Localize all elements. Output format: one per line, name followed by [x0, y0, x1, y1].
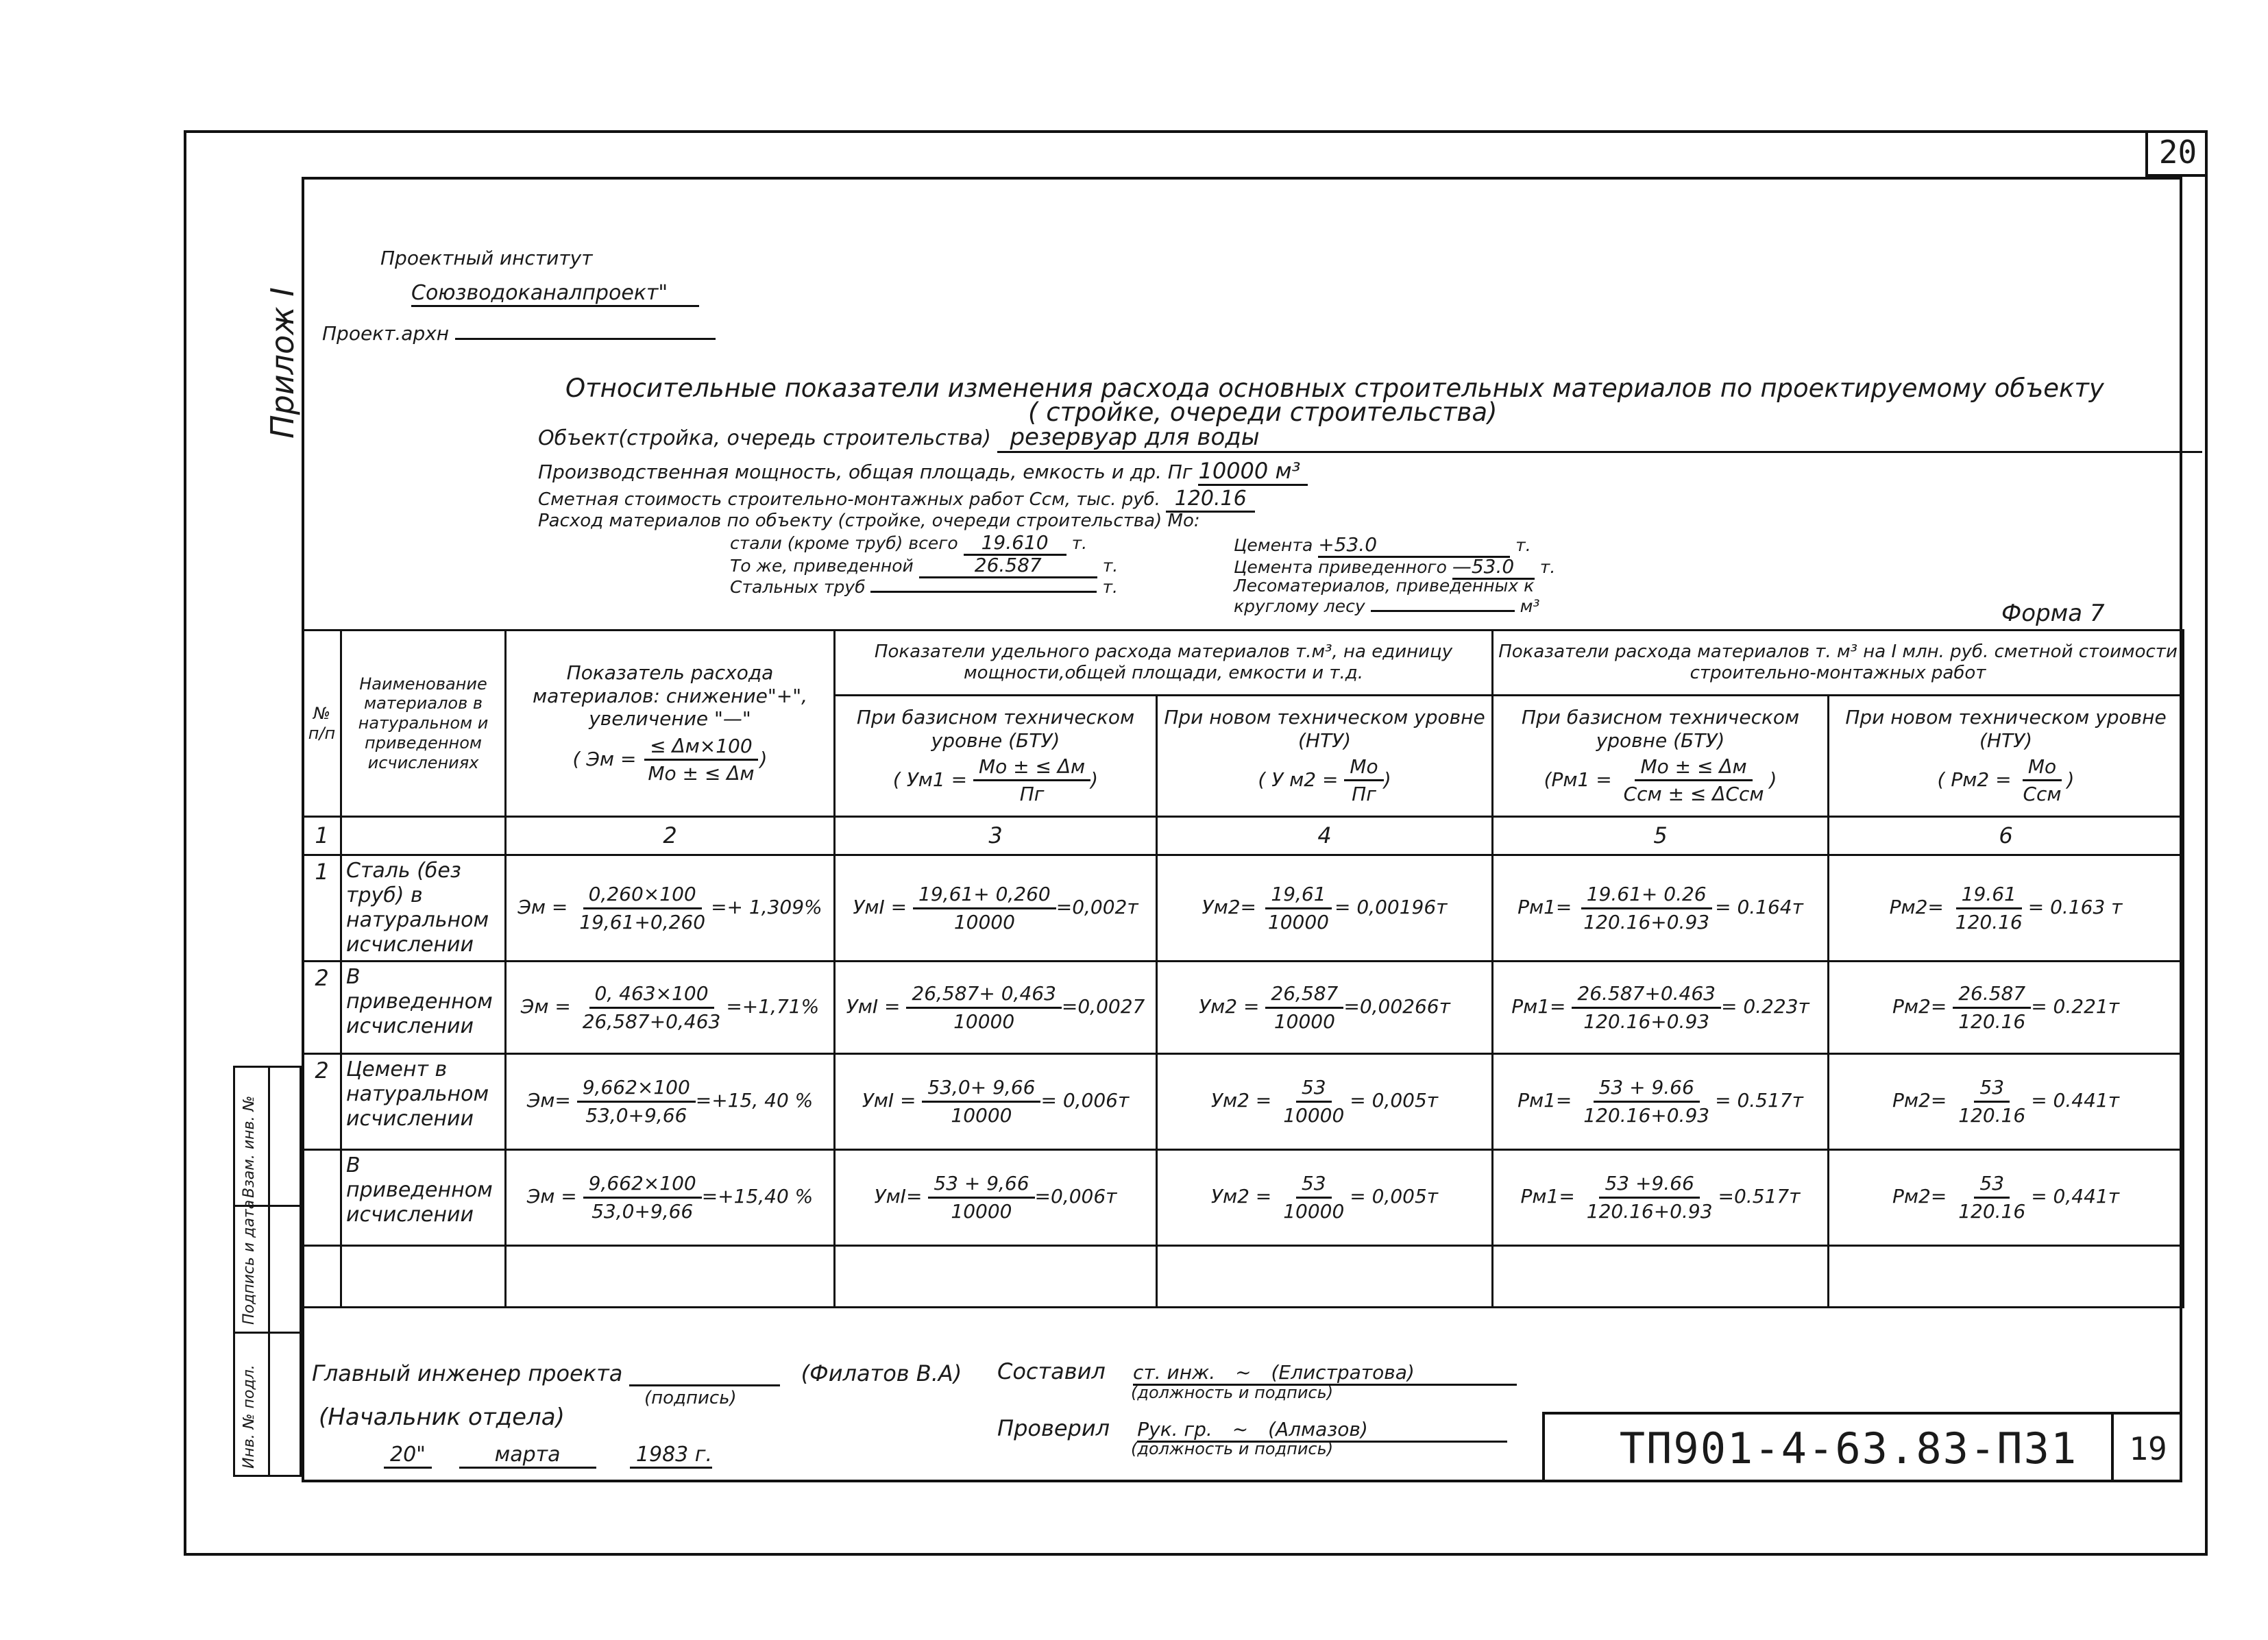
formula-lhs: Ум2 =	[1210, 1185, 1272, 1208]
formula-result: = 0.223т	[1720, 995, 1809, 1018]
formula-fraction	[577, 982, 727, 1033]
formula-denominator: 120.16	[1958, 1104, 2026, 1127]
empty-cell	[835, 1246, 1157, 1308]
institute-label: Проектный институт	[380, 247, 593, 269]
formula-lhs: Ум2 =	[1199, 995, 1260, 1018]
formula-numerator: 26,587+ 0,463	[906, 982, 1062, 1009]
cost-value: 120.16	[1166, 487, 1255, 513]
colnum-3: 3	[835, 817, 1157, 855]
compiled-label: Составил	[997, 1358, 1106, 1384]
formula-result: =0,0027	[1061, 995, 1145, 1018]
header-col4-formula-l: ( У м2 =	[1258, 768, 1339, 791]
dept-label: (Начальник отдела)	[319, 1404, 565, 1431]
formula-numerator: 9,662×100	[577, 1076, 696, 1103]
formula-denominator: 120.16	[1958, 1009, 2026, 1033]
formula-lhs: УмI =	[846, 995, 901, 1018]
formula-cell-c4	[1157, 962, 1493, 1054]
side-stamp	[233, 1066, 302, 1477]
header-name: Наименование материалов в натуральном и приведенном исчислениях	[341, 631, 506, 817]
formula-lhs: Рм1=	[1517, 896, 1572, 918]
formula-result: = 0.517т	[1715, 1089, 1803, 1112]
date-day: 20"	[384, 1443, 432, 1469]
row-name: В приведенном исчислении	[341, 1150, 506, 1246]
formula-denominator: 19,61+0,260	[579, 910, 706, 933]
formula-fraction	[922, 1076, 1040, 1127]
formula-lhs: Рм1=	[1517, 1089, 1572, 1112]
empty-cell	[506, 1246, 835, 1308]
formula-result: =+15, 40 %	[695, 1089, 814, 1112]
formula-lhs: Эм =	[520, 995, 571, 1018]
formula-numerator: 19,61	[1265, 883, 1331, 909]
formula-result: = 0.163 т	[2027, 896, 2123, 918]
header-group-specific: Показатели удельного расхода материалов т.м³, на единицу мощности,общей площади, емкости и т.д.	[835, 631, 1493, 696]
capacity-value: 10000 м³	[1198, 458, 1308, 486]
formula-denominator: 10000	[953, 1009, 1015, 1033]
formula-cell-c5	[1493, 962, 1829, 1054]
formula-lhs: Эм=	[526, 1089, 571, 1112]
formula-lhs: Рм2=	[1892, 1089, 1947, 1112]
formula-numerator: 0, 463×100	[589, 982, 714, 1009]
formula-fraction	[928, 1172, 1034, 1223]
pipes-label: Стальных труб	[730, 577, 866, 597]
formula-result: =+ 1,309%	[711, 896, 822, 918]
side-label-1: Инв. № подл.	[241, 1364, 258, 1469]
formula-cell-c4	[1157, 1150, 1493, 1246]
formula-fraction	[913, 883, 1056, 933]
page-number: 20	[2145, 130, 2208, 177]
header-col3-title: При базисном техническом уровне (БТУ)	[856, 706, 1135, 752]
formula-fraction	[1953, 1076, 2031, 1127]
formula-denominator: 10000	[1283, 1104, 1345, 1127]
header-col6-formula-n: Мо	[2023, 755, 2062, 782]
formula-numerator: 53 + 9.66	[1594, 1076, 1700, 1103]
header-col3-formula-d: Пг	[1019, 783, 1045, 806]
header-indicator-title: Показатель расхода материалов: снижение"+", увеличение "—"	[532, 661, 807, 731]
formula-lhs: Рм2=	[1892, 995, 1947, 1018]
formula-numerator: 26,587	[1265, 982, 1343, 1009]
formula-result: = 0,00196т	[1334, 896, 1448, 918]
formula-fraction	[1278, 1172, 1350, 1223]
formula-lhs: Рм1=	[1520, 1185, 1575, 1208]
colnum-4: 4	[1157, 817, 1493, 855]
formula-fraction	[1581, 1172, 1718, 1223]
checked-position: Рук. гр.	[1137, 1418, 1212, 1441]
formula-cell-c2	[506, 1054, 835, 1150]
formula-fraction	[583, 1172, 702, 1223]
formula-denominator: 120.16	[1955, 910, 2023, 933]
formula-fraction	[577, 1076, 696, 1127]
steel-red-value: 26.587	[919, 554, 1097, 578]
formula-lhs: Рм1=	[1511, 995, 1566, 1018]
title-line1: Относительные показатели изменения расхода основных строительных материалов по проектируемому объекту	[565, 374, 2104, 403]
formula-cell-c3	[835, 1054, 1157, 1150]
header-num: № п/п	[303, 631, 341, 817]
formula-cell-c6	[1829, 1150, 2184, 1246]
side-label-3: Взам. инв. №	[241, 1095, 258, 1198]
title-line2: ( стройке, очереди строительства)	[1028, 397, 1498, 427]
formula-denominator: 10000	[1273, 1009, 1335, 1033]
capacity-label: Производственная мощность, общая площадь, емкость и др. Пг	[538, 461, 1193, 483]
header-col5-formula-d: Ссм ± ≤ ΔСсм	[1623, 783, 1764, 806]
header-col4-formula-n: Мо	[1344, 755, 1383, 782]
formula-numerator: 9,662×100	[583, 1172, 702, 1199]
date-month: марта	[459, 1443, 596, 1469]
side-label-2: Подпись и дата	[241, 1199, 258, 1325]
formula-result: =+1,71%	[726, 995, 820, 1018]
formula-cell-c3	[835, 855, 1157, 962]
row-num: 2	[303, 1054, 341, 1150]
formula-cell-c3	[835, 1150, 1157, 1246]
compiled-signature: ~	[1235, 1361, 1252, 1384]
header-indicator-formula-d: Мо ± ≤ Δм	[648, 762, 755, 785]
materials-label: Расход материалов по объекту (стройке, очереди строительства) Мо:	[538, 511, 1200, 531]
formula-denominator: 120.16+0.93	[1583, 910, 1710, 933]
table-row	[303, 1150, 2184, 1246]
formula-cell-c2	[506, 855, 835, 962]
header-indicator-formula-l: ( Эм =	[572, 747, 637, 770]
formula-fraction	[1263, 883, 1334, 933]
side-stamp-divider	[235, 1332, 300, 1334]
formula-cell-c4	[1157, 855, 1493, 962]
date-year: 1983 г.	[630, 1443, 712, 1469]
colnum-6: 6	[1829, 817, 2184, 855]
header-indicator: Показатель расхода материалов: снижение"+", увеличение "—" ( Эм = $\frac{\le \Delta м\times 100}{Мо \pm \le \Delta м}$ )	[506, 631, 835, 817]
header-col6-formula-d: Ссм	[2023, 783, 2062, 806]
formula-numerator: 53	[1974, 1076, 2010, 1103]
institute-name: Союзводоканалпроект"	[411, 281, 699, 307]
formula-lhs: Рм2=	[1889, 896, 1944, 918]
colnum-2: 2	[506, 817, 835, 855]
timber-line	[1371, 610, 1515, 612]
header-col3-formula-l: ( Ум1 =	[892, 768, 968, 791]
formula-result: =0,006т	[1034, 1185, 1117, 1208]
formula-fraction	[1572, 982, 1721, 1033]
formula-denominator: 10000	[951, 1200, 1012, 1223]
checked-caption: (должность и подпись)	[1131, 1439, 1334, 1458]
formula-numerator: 0,260×100	[583, 883, 702, 909]
cement-unit: т.	[1515, 535, 1531, 555]
header-group-cost: Показатели расхода материалов т. м³ на I млн. руб. сметной стоимости строительно-монтажных работ	[1493, 631, 2184, 696]
formula-denominator: 10000	[1267, 910, 1329, 933]
header-col3: При базисном техническом уровне (БТУ) ( Ум1 = $\frac{Мо \pm \le \Delta м}{Пг}$ )	[835, 696, 1157, 817]
formula-cell-c2	[506, 1150, 835, 1246]
formula-result: = 0.164т	[1715, 896, 1803, 918]
formula-result: = 0,441т	[2031, 1185, 2120, 1208]
formula-denominator: 10000	[951, 1104, 1012, 1127]
formula-result: = 0,005т	[1350, 1089, 1439, 1112]
signature-caption: (подпись)	[644, 1388, 737, 1408]
formula-numerator: 19.61+ 0.26	[1581, 883, 1712, 909]
header-col5-formula-n: Мо ± ≤ Δм	[1635, 755, 1752, 782]
formula-cell-c2	[506, 962, 835, 1054]
formula-denominator: 120.16+0.93	[1583, 1104, 1710, 1127]
cement-label: Цемента	[1234, 535, 1313, 555]
arch-line	[455, 338, 716, 340]
formula-numerator: 26.587+0.463	[1572, 982, 1721, 1009]
timber-label2: круглому лесу	[1234, 596, 1365, 616]
formula-numerator: 53	[1296, 1076, 1332, 1103]
header-col5: При базисном техническом уровне (БТУ) (Рм1 = $\frac{Мо \pm \le \Delta м}{\text{Ссм ± ≤ ΔСсм}}$ )	[1493, 696, 1829, 817]
formula-fraction	[1578, 1076, 1715, 1127]
formula-numerator: 53	[1296, 1172, 1332, 1199]
compiled-name: (Елистратова)	[1271, 1361, 1415, 1384]
formula-denominator: 10000	[953, 910, 1015, 933]
formula-denominator: 53,0+9,66	[592, 1200, 694, 1223]
compiled-caption: (должность и подпись)	[1131, 1383, 1334, 1402]
empty-cell	[1829, 1246, 2184, 1308]
formula-denominator: 26,587+0,463	[582, 1009, 721, 1033]
row-name: Сталь (без труб) в натуральном исчислении	[341, 855, 506, 962]
formula-cell-c5	[1493, 1054, 1829, 1150]
formula-cell-c4	[1157, 1054, 1493, 1150]
formula-fraction	[574, 883, 711, 933]
formula-fraction	[1953, 982, 2031, 1033]
colnum-1: 1	[303, 817, 341, 855]
formula-result: =+15,40 %	[701, 1185, 814, 1208]
document-code: ТП901-4-63.83-П31	[1542, 1412, 2152, 1482]
formula-numerator: 53 + 9,66	[928, 1172, 1034, 1199]
header-col4: При новом техническом уровне (НТУ) ( У м2 = $\frac{Мо}{Пг}$ )	[1157, 696, 1493, 817]
timber-unit: м³	[1520, 596, 1540, 616]
formula-numerator: 26.587	[1953, 982, 2031, 1009]
header-col4-formula-d: Пг	[1352, 783, 1376, 806]
formula-lhs: Ум2 =	[1210, 1089, 1272, 1112]
empty-cell	[341, 1246, 506, 1308]
formula-numerator: 53	[1974, 1172, 2010, 1199]
header-col6-title: При новом техническом уровне (НТУ)	[1845, 706, 2167, 752]
object-label: Объект(стройка, очередь строительства)	[538, 426, 991, 450]
formula-cell-c5	[1493, 855, 1829, 962]
colnum-blank	[341, 817, 506, 855]
chief-name: (Филатов В.А)	[801, 1360, 962, 1386]
formula-denominator: 120.16+0.93	[1586, 1200, 1713, 1223]
formula-result: =0.517т	[1718, 1185, 1801, 1208]
side-stamp-divider	[268, 1068, 270, 1477]
appendix-label: Прилож I	[264, 287, 301, 439]
formula-lhs: Эм =	[526, 1185, 577, 1208]
timber-label: Лесоматериалов, приведенных к	[1234, 576, 1535, 596]
table-row	[303, 1054, 2184, 1150]
formula-result: = 0.221т	[2031, 995, 2120, 1018]
formula-denominator: 10000	[1283, 1200, 1345, 1223]
formula-cell-c3	[835, 962, 1157, 1054]
cement-red-value: —53.0	[1452, 555, 1535, 580]
steel-label: стали (кроме труб) всего	[730, 533, 958, 553]
colnum-5: 5	[1493, 817, 1829, 855]
cement-value: +53.0	[1318, 533, 1510, 558]
sheet-number: 19	[2111, 1412, 2182, 1482]
formula-denominator: 120.16	[1958, 1200, 2026, 1223]
row-name: В приведенном исчислении	[341, 962, 506, 1054]
row-name: Цемент в натуральном исчислении	[341, 1054, 506, 1150]
formula-denominator: 120.16+0.93	[1583, 1009, 1710, 1033]
chief-signature	[629, 1361, 780, 1386]
header-col4-title: При новом техническом уровне (НТУ)	[1164, 706, 1485, 752]
formula-numerator: 53,0+ 9,66	[922, 1076, 1040, 1103]
formula-fraction	[1950, 883, 2028, 933]
header-col5-formula-l: (Рм1 =	[1544, 768, 1612, 791]
compiled-position: ст. инж.	[1133, 1361, 1216, 1384]
formula-result: =0,00266т	[1343, 995, 1450, 1018]
arch-label: Проект.архн	[322, 322, 450, 345]
cost-label: Сметная стоимость строительно-монтажных работ Ссм, тыс. руб.	[538, 489, 1160, 510]
checked-signature: ~	[1232, 1418, 1249, 1441]
row-num: 2	[303, 962, 341, 1054]
formula-fraction	[906, 982, 1062, 1033]
form-label: Форма 7	[2001, 600, 2105, 627]
formula-cell-c6	[1829, 1054, 2184, 1150]
cement-red-label: Цемента приведенного	[1234, 557, 1447, 577]
formula-numerator: 53 +9.66	[1599, 1172, 1699, 1199]
empty-cell	[1493, 1246, 1829, 1308]
formula-result: = 0,005т	[1350, 1185, 1439, 1208]
formula-lhs: Рм2=	[1892, 1185, 1947, 1208]
cement-red-unit: т.	[1539, 557, 1556, 577]
formula-denominator: 53,0+9,66	[585, 1104, 687, 1127]
steel-red-label: То же, приведенной	[730, 556, 914, 576]
formula-cell-c6	[1829, 962, 2184, 1054]
formula-lhs: Ум2=	[1202, 896, 1257, 918]
formula-lhs: УмI =	[853, 896, 907, 918]
header-col6: При новом техническом уровне (НТУ) ( Рм2 = $\frac{Мо}{\text{Ссм}}$ )	[1829, 696, 2184, 817]
row-num: 1	[303, 855, 341, 962]
formula-fraction	[1953, 1172, 2031, 1223]
formula-cell-c5	[1493, 1150, 1829, 1246]
steel-unit: т.	[1071, 533, 1088, 553]
formula-cell-c6	[1829, 855, 2184, 962]
formula-fraction	[1578, 883, 1715, 933]
header-indicator-formula-n: ≤ Δм×100	[644, 735, 758, 761]
formula-fraction	[1278, 1076, 1350, 1127]
pipes-line	[870, 591, 1097, 593]
header-col6-formula-l: ( Рм2 =	[1937, 768, 2012, 791]
checked-label: Проверил	[997, 1415, 1110, 1441]
object-value: резервуар для воды	[997, 424, 2202, 453]
formula-numerator: 19,61+ 0,260	[913, 883, 1056, 909]
table-row	[303, 962, 2184, 1054]
row-num	[303, 1150, 341, 1246]
table-row	[303, 855, 2184, 962]
formula-numerator: 19.61	[1956, 883, 2022, 909]
formula-lhs: УмI =	[862, 1089, 916, 1112]
pipes-unit: т.	[1102, 577, 1118, 597]
checked-name: (Алмазов)	[1268, 1418, 1368, 1441]
header-col3-formula-n: Мо ± ≤ Δм	[973, 755, 1090, 782]
materials-table	[302, 629, 2184, 1308]
steel-red-unit: т.	[1102, 556, 1119, 576]
formula-result: = 0,006т	[1040, 1089, 1130, 1112]
formula-fraction	[1265, 982, 1343, 1033]
empty-cell	[1157, 1246, 1493, 1308]
formula-lhs: Эм =	[517, 896, 568, 918]
empty-cell	[303, 1246, 341, 1308]
chief-label: Главный инженер проекта	[312, 1360, 623, 1386]
steel-value: 19.610	[964, 531, 1066, 556]
formula-result: = 0.441т	[2031, 1089, 2120, 1112]
formula-result: =0,002т	[1056, 896, 1138, 918]
header-col5-title: При базисном техническом уровне (БТУ)	[1521, 706, 1800, 752]
formula-lhs: УмI=	[874, 1185, 923, 1208]
